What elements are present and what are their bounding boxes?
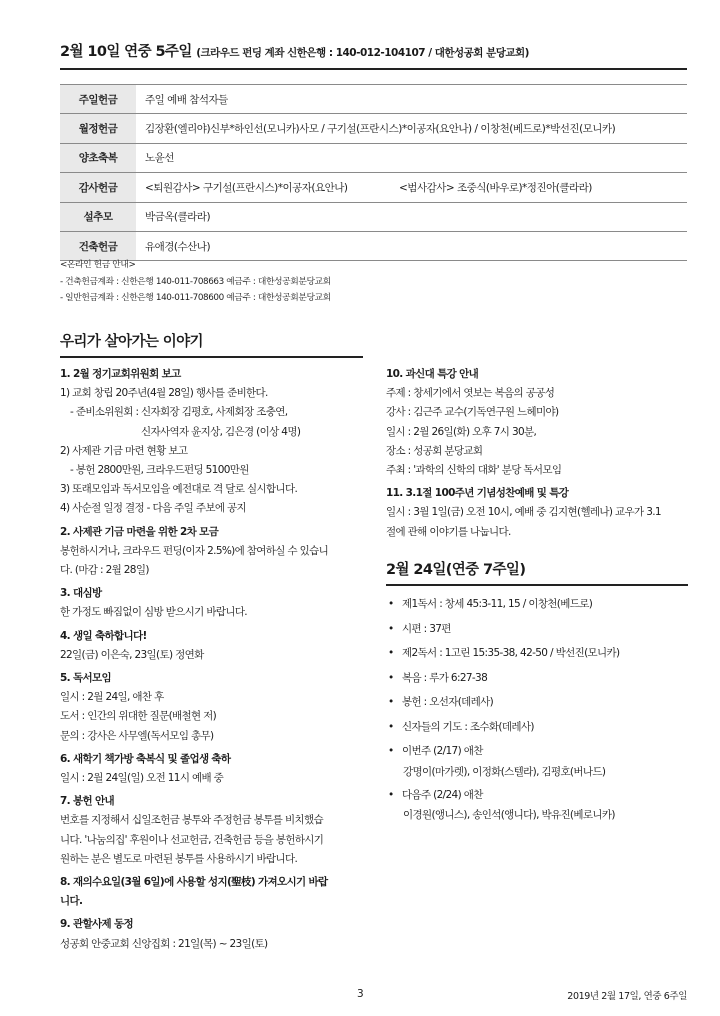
offering-label: 주일헌금 [60,85,136,114]
story-item-text: 도서 : 인간의 위대한 질문(배철현 저) [60,710,217,723]
story-item-text: 강사 : 김근주 교수(기독연구원 느헤미야) [386,406,559,419]
offering-table [60,84,687,261]
story-item-heading: 6. 새학기 책가방 축복식 및 졸업생 축하 [60,752,231,765]
offering-label: 설추모 [60,202,136,231]
header-title: 2월 10일 연중 5주일 [60,44,192,60]
story-item-heading: 3. 대심방 [60,587,102,600]
online-notice-title: <온라인 헌금 안내> [60,260,136,270]
story-item-heading: 9. 관할사제 동정 [60,918,133,931]
story-item-text: - 준비소위원회 : 신자회장 김평호, 사제회장 조충연, [70,406,288,419]
list-item-text: 제1독서 : 창세 45:3-11, 15 / 이창천(베드로) [402,598,593,610]
story-item-text: 일시 : 2월 26일(화) 오후 7시 30분, [386,425,537,438]
story-item-text: 성공회 안중교회 신앙집회 : 21일(목) ~ 23일(토) [60,937,268,950]
list-item-text: 봉헌 : 오선자(데레사) [402,696,494,708]
offering-value: 박금옥(클라라) [145,211,211,224]
story-item-text: 일시 : 2월 24일(일) 오전 11시 예배 중 [60,772,224,785]
offering-value: 주일 예배 참석자들 [145,93,228,106]
story-item-text: 한 가정도 빠짐없이 심방 받으시기 바랍니다. [60,606,247,619]
story-item-heading: 10. 과신대 특강 안내 [386,368,479,380]
story-item-text: 다. (마감 : 2월 28일) [60,564,149,577]
story-item-text: 22일(금) 이은숙, 23일(토) 정연화 [60,648,204,661]
story-left-column [60,365,328,954]
story-item-text: 4) 사순절 일정 결정 - 다음 주일 주보에 공지 [60,502,247,515]
bullet-icon: • [388,788,394,801]
list-item-text: 시편 : 37편 [402,622,451,635]
story-item-heading: 5. 독서모임 [60,672,111,685]
story-item-heading: 8. 재의수요일(3월 6일)에 사용할 성지(聖枝) 가져오시기 바랍 [60,876,328,889]
offering-value [136,173,687,202]
list-item [386,690,619,715]
bullet-icon: • [388,598,394,610]
story-item-text: 절에 관해 이야기를 나눕니다. [386,525,511,538]
table-row [60,202,687,231]
bullet-icon: • [388,647,394,659]
story-item-text: 문의 : 강사은 사무엘(독서모임 총무) [60,729,214,742]
offering-label: 월정헌금 [60,114,136,143]
list-item [386,783,619,827]
offering-label: 양초축복 [60,143,136,172]
table-row [60,143,687,172]
story-item-text: 봉헌하시거나, 크라우드 펀딩(이자 2.5%)에 참여하실 수 있습니 [60,544,329,557]
story-item-text: 장소 : 성공회 분당교회 [386,444,483,457]
header-subtitle: (크라우드 펀딩 계좌 신한은행 : 140-012-104107 / 대한성공회 분당교회) [196,47,529,59]
story-item-text: 2) 사제관 기금 마련 현황 보고 [60,444,188,457]
list-item [386,666,619,691]
bullet-icon: • [388,745,394,757]
story-item-text: 신자사역자 윤지상, 김은경 (이상 4명) [141,425,301,438]
story-right-column [386,365,661,542]
bullet-icon: • [388,720,394,733]
footer-date: 2019년 2월 17일, 연중 6주일 [567,991,687,1002]
offering-value: 노윤선 [145,152,174,165]
list-item-text: 이번주 (2/17) 애찬 [402,745,483,757]
list-item-text: 복음 : 루가 6:27-38 [402,671,488,684]
table-row [60,173,687,202]
list-item-names: 강명이(마가렛), 이정화(스텔라), 김평호(버나드) [403,765,606,778]
offering-label: 건축헌금 [60,231,136,260]
list-item [386,739,619,783]
list-item [386,715,619,740]
list-item-text: 제2독서 : 1고린 15:35-38, 42-50 / 박선진(모니카) [402,647,620,659]
offering-label: 감사헌금 [60,173,136,202]
online-notice-line: - 건축헌금계좌 : 신한은행 140-011-708663 예금주 : 대한성공회분당교회 [60,276,331,287]
list-item [386,592,619,617]
offering-value: 유애경(수산나) [145,240,211,253]
list-item-text: 다음주 (2/24) 애찬 [402,788,483,801]
page-number: 3 [357,988,364,1000]
offering-value: 김장환(엘리야)신부*하인선(모니카)사모 / 구기설(프란시스)*이공자(요안나) / 이창천(베드로)*박선진(모니카) [145,123,616,136]
list-item [386,641,619,666]
header-divider [60,68,687,70]
story-item-text: 번호를 지정해서 십일조헌금 봉투와 주정헌금 봉투를 비치했습 [60,814,323,827]
list-item [386,617,619,642]
list-item-names: 이경원(앵니스), 송인석(앵니다), 박유진(베로니카) [403,809,615,821]
story-item-heading: 4. 생일 축하합니다! [60,629,147,642]
next-week-title-divider [386,584,688,586]
story-item-text: 1) 교회 창립 20주년(4월 28일) 행사를 준비한다. [60,387,268,400]
story-item-text: - 봉헌 2800만원, 크라우드펀딩 5100만원 [70,464,249,477]
bullet-icon: • [388,671,394,684]
story-item-text: 원하는 분은 별도로 마련된 봉투를 사용하시기 바랍니다. [60,852,298,865]
offering-value-right: <범사감사> 조중식(바우로)*정진아(클라라) [399,181,592,194]
story-item-text: 니다. '나눔의집' 후원이나 선교헌금, 건축헌금 등을 봉헌하시기 [60,833,324,846]
table-row [60,85,687,114]
table-row [60,114,687,143]
story-item-text: 주제 : 창세기에서 엿보는 복음의 공공성 [386,387,555,400]
online-offering-notice [60,257,687,307]
story-item-heading: 11. 3.1절 100주년 기념성찬예배 및 특강 [386,487,569,500]
page-title [60,40,690,61]
list-item-text: 신자들의 기도 : 조수화(데레사) [402,720,534,733]
story-section-title: 우리가 살아가는 이야기 [60,334,203,350]
bullet-icon: • [388,622,394,635]
online-notice-line: - 일반헌금계좌 : 신한은행 140-011-708600 예금주 : 대한성공회분당교회 [60,293,331,304]
story-item-heading-cont: 니다. [60,895,83,908]
story-item-text: 일시 : 2월 24일, 애찬 후 [60,691,164,704]
next-week-title: 2월 24일(연중 7주일) [386,562,526,578]
story-item-text: 일시 : 3월 1일(금) 오전 10시, 예배 중 김지현(헬레나) 교우가 3.1 [386,506,661,519]
story-item-heading: 7. 봉헌 안내 [60,795,114,808]
offering-value-left: <퇴원감사> 구기설(프란시스)*이공자(요안나) [145,181,348,194]
story-title-divider [60,356,363,358]
story-item-text: 3) 또래모임과 독서모임을 예전대로 격 달로 실시합니다. [60,483,298,496]
bullet-icon: • [388,696,394,708]
next-week-list [386,592,619,826]
story-item-heading: 1. 2월 정기교회위원회 보고 [60,368,181,380]
story-item-text: 주최 : '과학의 신학의 대화' 분당 독서모임 [386,464,562,477]
story-item-heading: 2. 사제관 기금 마련을 위한 2차 모금 [60,525,219,538]
